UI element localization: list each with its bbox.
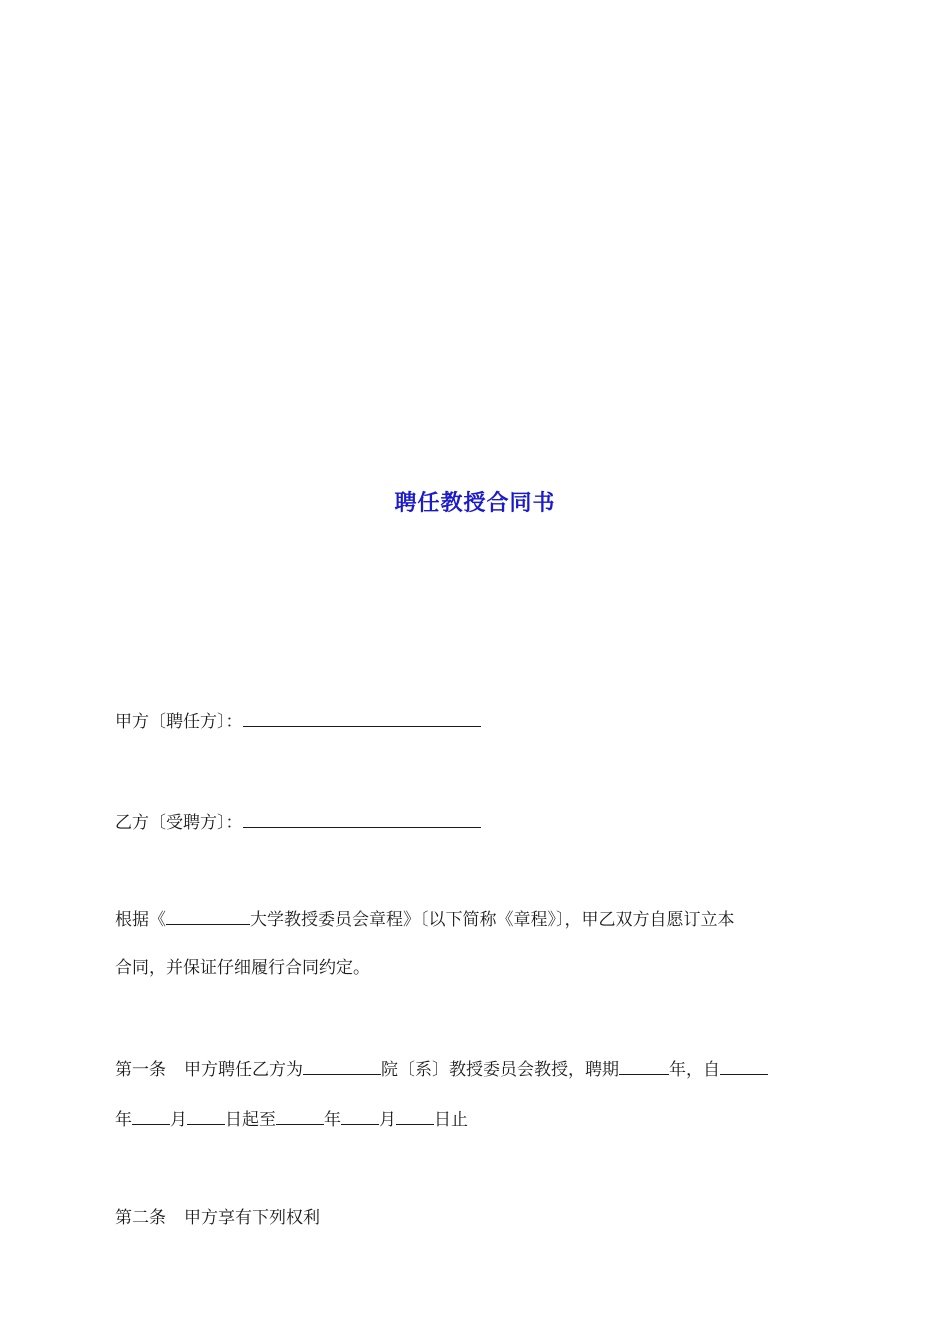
article1-part3: 年，自 — [669, 1060, 720, 1080]
end-year-blank[interactable] — [276, 1106, 324, 1125]
start-year-blank[interactable] — [720, 1056, 768, 1075]
article2-line — [115, 1206, 320, 1230]
preamble-line-1 — [115, 906, 735, 932]
article1-part1: 甲方聘任乙方为 — [184, 1060, 303, 1080]
article1-part2: 院〔系〕教授委员会教授，聘期 — [381, 1060, 619, 1080]
article1-line2-month2: 月 — [379, 1110, 396, 1130]
article1-line2-year2: 年 — [324, 1110, 341, 1130]
party-a-line — [115, 708, 481, 734]
preamble-part2: 大学教授委员会章程》〔以下简称《章程》〕，甲乙双方自愿订立本 — [250, 910, 735, 930]
party-b-line — [115, 809, 481, 835]
term-years-blank[interactable] — [619, 1056, 669, 1075]
party-a-label: 甲方〔聘任方〕： — [115, 712, 243, 732]
party-a-blank[interactable] — [243, 708, 481, 727]
article2-text: 甲方享有下列权利 — [184, 1208, 320, 1228]
university-name-blank[interactable] — [166, 906, 250, 925]
article1-line2-day-to: 日止 — [434, 1110, 468, 1130]
article1-line2-year: 年 — [115, 1110, 132, 1130]
article1-line-1 — [115, 1056, 768, 1082]
article1-line2-month: 月 — [170, 1110, 187, 1130]
preamble-line2: 合同，并保证仔细履行合同约定。 — [115, 958, 370, 978]
article2-heading: 第二条 — [115, 1208, 166, 1228]
party-b-label: 乙方〔受聘方〕： — [115, 813, 243, 833]
end-month-blank[interactable] — [341, 1106, 379, 1125]
article1-heading: 第一条 — [115, 1060, 166, 1080]
preamble-line-2 — [115, 956, 370, 980]
end-day-blank[interactable] — [396, 1106, 434, 1125]
department-blank[interactable] — [303, 1056, 381, 1075]
party-b-blank[interactable] — [243, 809, 481, 828]
page-title: 聘任教授合同书 — [394, 490, 556, 516]
article1-line2-day-from: 日起至 — [225, 1110, 276, 1130]
preamble-part1: 根据《 — [115, 910, 166, 930]
start-day-blank[interactable] — [187, 1106, 225, 1125]
start-month-blank[interactable] — [132, 1106, 170, 1125]
article1-line-2 — [115, 1106, 468, 1132]
